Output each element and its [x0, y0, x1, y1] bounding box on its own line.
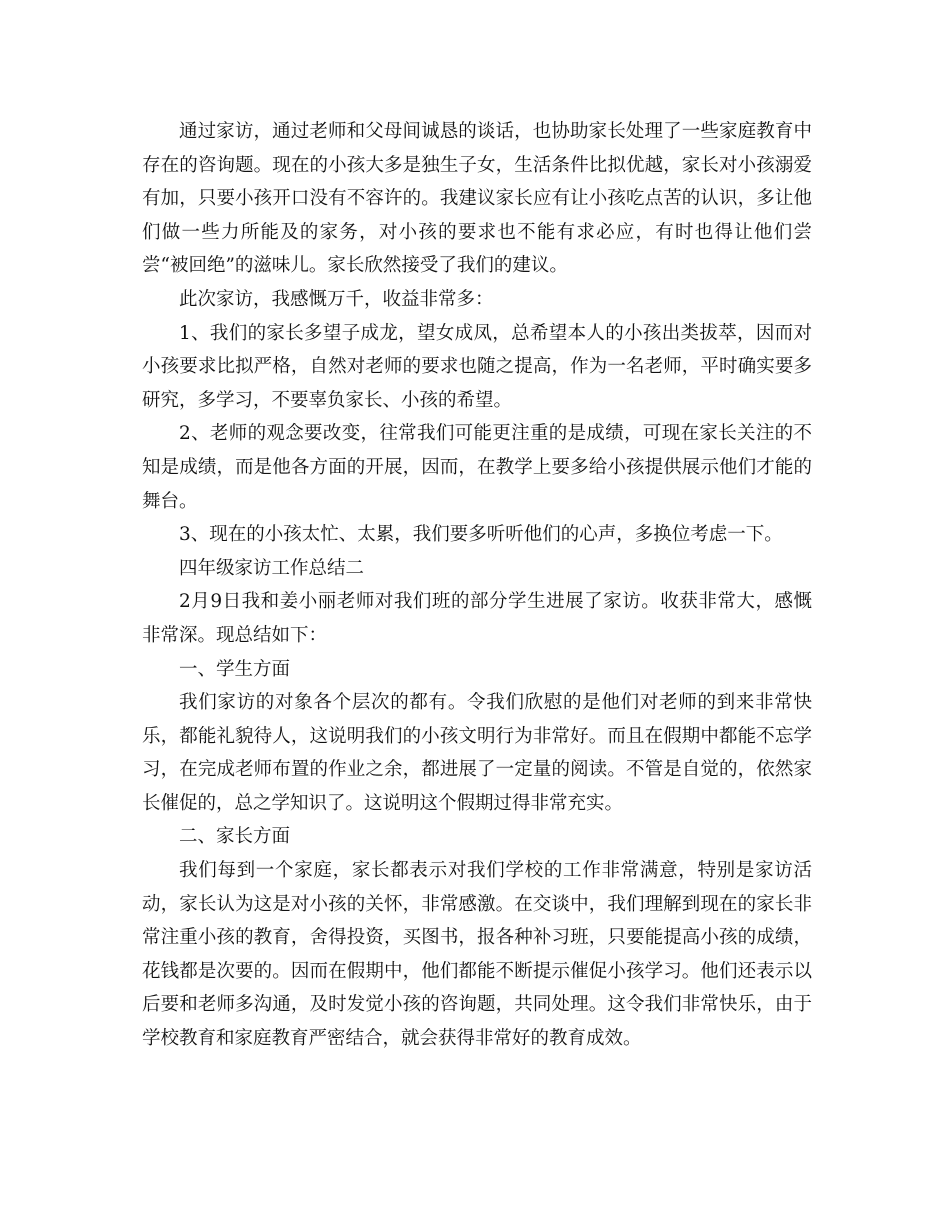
section-title-summary-two: 四年级家访工作总结二 [179, 557, 365, 579]
paragraph-parents: 我们每到一个家庭，家长都表示对我们学校的工作非常满意，特别是家访活动，家长认为这是对小孩的关怀，非常感激。在交谈中，我们理解到现在的家长非常注重小孩的教育，舍得投资，买图书，报各种补习班，只要能提高小孩的成绩，花钱都是次要的。因而在假期中，他们都能不断提示催促小孩学习。他们还表示以后要和老师多沟通，及时发觉小孩的咨询题，共同处理。这令我们非常快乐，由于学校教育和家庭教育严密结合，就会获得非常好的教育成效。 [142, 860, 812, 1050]
paragraph-point-2: 2、老师的观念要改变，往常我们可能更注重的是成绩，可现在家长关注的不知是成绩，而是他各方面的开展，因而，在教学上要多给小孩提供展示他们才能的舞台。 [142, 423, 812, 512]
document-body [142, 115, 812, 1056]
heading-students: 一、学生方面 [179, 658, 291, 680]
paragraph-home-visit-outcome: 通过家访，通过老师和父母间诚恳的谈话，也协助家长处理了一些家庭教育中存在的咨询题。现在的小孩大多是独生子女，生活条件比拟优越，家长对小孩溺爱有加，只要小孩开口没有不容许的。我建议家长应有让小孩吃点苦的认识，多让他们做一些力所能及的家务，对小孩的要求也不能有求必应，有时也得让他们尝尝“被回绝”的滋味儿。家长欣然接受了我们的建议。 [142, 121, 812, 277]
paragraph-point-1: 1、我们的家长多望子成龙，望女成凤，总希望本人的小孩出类拔萃，因而对小孩要求比拟严格，自然对老师的要求也随之提高，作为一名老师，平时确实要多研究，多学习，不要辜负家长、小孩的希望。 [142, 322, 812, 411]
paragraph-point-3: 3、现在的小孩太忙、太累，我们要多听听他们的心声，多换位考虑一下。 [179, 524, 783, 546]
heading-parents: 二、家长方面 [179, 826, 291, 848]
paragraph-summary-intro: 2月9日我和姜小丽老师对我们班的部分学生进展了家访。收获非常大，感慨非常深。现总结如下： [142, 591, 812, 646]
paragraph-students: 我们家访的对象各个层次的都有。令我们欣慰的是他们对老师的到来非常快乐，都能礼貌待人，这说明我们的小孩文明行为非常好。而且在假期中都能不忘学习，在完成老师布置的作业之余，都进展了一定量的阅读。不管是自觉的，依然家长催促的，总之学知识了。这说明这个假期过得非常充实。 [142, 692, 812, 814]
paragraph-reflection-intro: 此次家访，我感慨万千，收益非常多： [179, 288, 494, 310]
